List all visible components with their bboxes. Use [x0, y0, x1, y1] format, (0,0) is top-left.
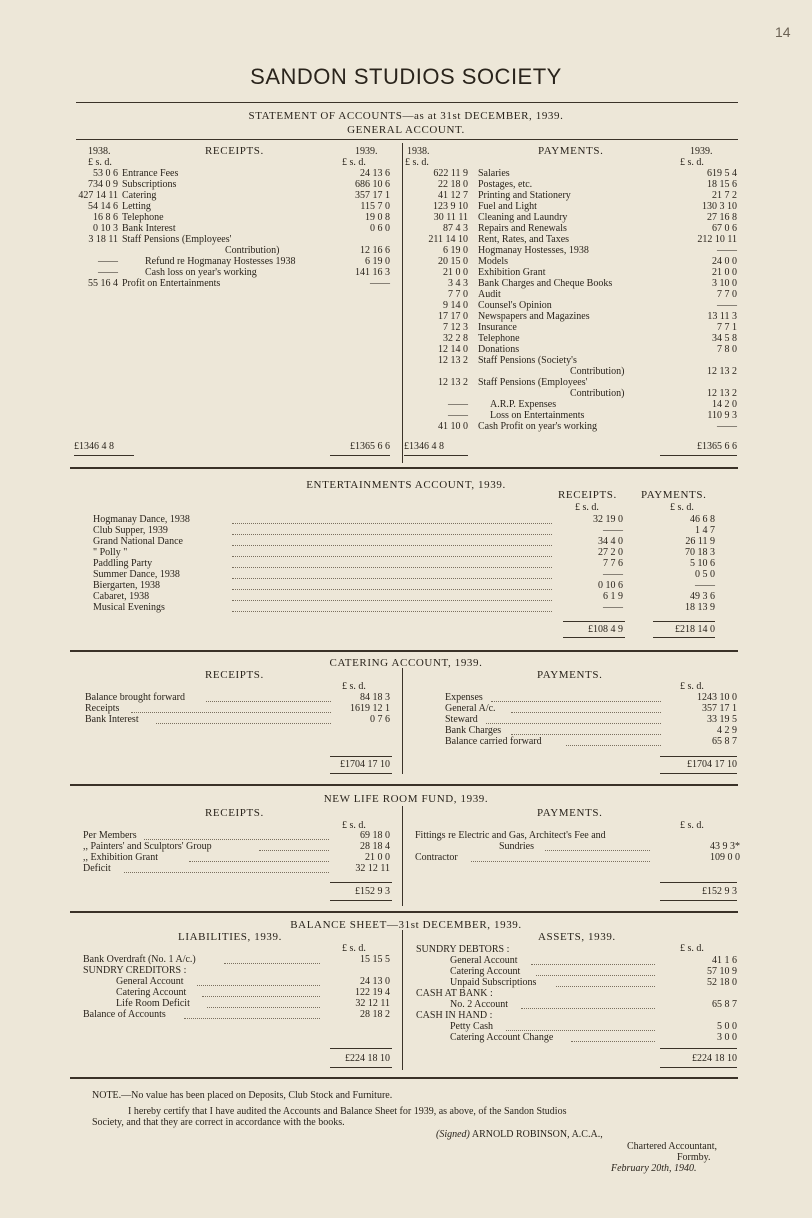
newlife-receipt-item: Deficit [83, 863, 111, 874]
entertainment-item: " Polly " [93, 547, 128, 558]
leader-dots [232, 589, 552, 590]
balance-divider [402, 930, 403, 1070]
payment-amount-1939: 34 5 8 [712, 333, 737, 344]
payments-total-cur: £1365 6 6 [697, 441, 737, 452]
receipt-item: Contribution) [225, 245, 280, 256]
title-rule [76, 102, 738, 103]
balance-heading: BALANCE SHEET—31st DECEMBER, 1939. [290, 919, 522, 931]
catering-payment-item: Bank Charges [445, 725, 502, 736]
ent-receipts-heading: RECEIPTS. [558, 489, 617, 501]
payment-item: Models [478, 256, 508, 267]
receipt-amount-1939: 19 0 8 [365, 212, 390, 223]
catering-receipt-item: Balance brought forward [85, 692, 185, 703]
payment-amount-1938: 12 13 2 [438, 377, 468, 388]
newlife-payment-amount: 43 9 3* [710, 841, 740, 852]
leader-dots [531, 964, 655, 965]
receipt-item: Bank Interest [122, 223, 176, 234]
leader-dots [232, 567, 552, 568]
nl-total-rec: £152 9 3 [355, 886, 390, 897]
catering-payment-item: General A/c. [445, 703, 496, 714]
payment-amount-1939: 21 0 0 [712, 267, 737, 278]
payment-item: Rent, Rates, and Taxes [478, 234, 570, 245]
receipt-item: Refund re Hogmanay Hostesses 1938 [145, 256, 296, 267]
payments-lsd-cur: £ s. d. [680, 157, 704, 168]
entertainment-item: Summer Dance, 1938 [93, 569, 180, 580]
payment-amount-1938: 123 9 10 [433, 201, 468, 212]
cat-lsd-pay: £ s. d. [680, 681, 704, 692]
entertainment-receipt: 7 7 6 [603, 558, 623, 569]
receipts-heading: RECEIPTS. [205, 145, 264, 157]
payment-amount-1939: 67 0 6 [712, 223, 737, 234]
receipt-item: Catering [122, 190, 157, 201]
entertainment-payment: —— [695, 580, 715, 591]
cat-lsd-rec: £ s. d. [342, 681, 366, 692]
payment-amount-1939: 21 7 2 [712, 190, 737, 201]
receipt-amount-1939: 357 17 1 [355, 190, 390, 201]
asset-amount: 41 1 6 [712, 955, 737, 966]
payment-amount-1938: 30 11 11 [433, 212, 468, 223]
payment-item: Loss on Entertainments [490, 410, 585, 421]
liability-item: Bank Overdraft (No. 1 A/c.) [83, 954, 196, 965]
entertainment-item: Biergarten, 1938 [93, 580, 161, 591]
catering-bottom-rule [70, 784, 738, 786]
payment-amount-1938: 87 4 3 [443, 223, 468, 234]
leader-dots [224, 963, 320, 964]
certify-line-2: Society, and that they are correct in accordance with the books. [92, 1117, 345, 1128]
payment-item: Contribution) [570, 366, 625, 377]
payment-amount-1939: —— [717, 245, 737, 256]
receipt-amount-1939: 24 13 6 [360, 168, 390, 179]
general-account-heading: GENERAL ACCOUNT. [347, 124, 465, 136]
catering-receipt-amount: 1619 12 1 [350, 703, 390, 714]
asset-item: General Account [450, 955, 518, 966]
payment-amount-1939: 3 10 0 [712, 278, 737, 289]
society-title: SANDON STUDIOS SOCIETY [250, 64, 562, 89]
payment-amount-1938: 9 14 0 [443, 300, 468, 311]
receipts-total-cur: £1365 6 6 [350, 441, 390, 452]
payment-amount-1939: 12 13 2 [707, 388, 737, 399]
bs-total-liab: £224 18 10 [345, 1053, 390, 1064]
catering-payment-item: Expenses [445, 692, 483, 703]
nl-lsd-rec: £ s. d. [342, 820, 366, 831]
receipt-item: Staff Pensions (Employees' [122, 234, 232, 245]
asset-item: Catering Account [450, 966, 521, 977]
ent-total-rec: £108 4 9 [588, 624, 623, 635]
newlife-payment-item: Sundries [499, 841, 534, 852]
payment-amount-1938: 211 14 10 [428, 234, 468, 245]
liability-item: Life Room Deficit [116, 998, 190, 1009]
entertainment-receipt: —— [603, 525, 623, 536]
liability-item: General Account [116, 976, 184, 987]
payment-amount-1939: 130 3 10 [702, 201, 737, 212]
payment-amount-1938: 20 15 0 [438, 256, 468, 267]
entertainment-item: Grand National Dance [93, 536, 183, 547]
catering-receipt-amount: 84 18 3 [360, 692, 390, 703]
cat-receipts-heading: RECEIPTS. [205, 669, 264, 681]
entertainment-receipt: —— [603, 602, 623, 613]
payment-item: Newspapers and Magazines [478, 311, 590, 322]
payment-amount-1938: 3 4 3 [448, 278, 468, 289]
signature-line [436, 1129, 603, 1140]
receipt-item: Profit on Entertainments [122, 278, 221, 289]
receipts-lsd-cur: £ s. d. [342, 157, 366, 168]
leader-dots [232, 545, 552, 546]
payment-amount-1938: 622 11 9 [433, 168, 468, 179]
receipt-amount-1939: 115 7 0 [360, 201, 390, 212]
payments-heading: PAYMENTS. [538, 145, 604, 157]
asset-item: Catering Account Change [450, 1032, 554, 1043]
payment-item: Audit [478, 289, 501, 300]
payment-item: Staff Pensions (Society's [478, 355, 577, 366]
catering-payment-amount: 33 19 5 [707, 714, 737, 725]
catering-divider [402, 668, 403, 774]
catering-payment-amount: 4 2 9 [717, 725, 737, 736]
payment-amount-1938: 21 0 0 [443, 267, 468, 278]
receipts-lsd-prev: £ s. d. [88, 157, 112, 168]
leader-dots [511, 712, 661, 713]
payment-item: Postages, etc. [478, 179, 533, 190]
receipt-item: Telephone [122, 212, 164, 223]
assets-heading: ASSETS, 1939. [538, 931, 616, 943]
catering-payment-item: Steward [445, 714, 478, 725]
newlife-receipt-item: ,, Painters' and Sculptors' Group [83, 841, 212, 852]
signature-place: Formby. [677, 1152, 711, 1163]
payment-item: Printing and Stationery [478, 190, 571, 201]
leader-dots [232, 556, 552, 557]
liability-amount: 28 18 2 [360, 1009, 390, 1020]
bs-total-assets: £224 18 10 [692, 1053, 737, 1064]
payment-amount-1939: —— [717, 300, 737, 311]
entertainment-item: Cabaret, 1938 [93, 591, 150, 602]
entertainment-payment: 46 6 8 [690, 514, 715, 525]
receipt-amount-1938: 427 14 11 [78, 190, 118, 201]
receipt-item: Subscriptions [122, 179, 177, 190]
payment-amount-1938: 22 18 0 [438, 179, 468, 190]
payment-amount-1939: 7 8 0 [717, 344, 737, 355]
receipt-amount-1939: —— [370, 278, 390, 289]
payments-year-prev: 1938. [407, 146, 430, 157]
entertainment-payment: 1 4 7 [695, 525, 715, 536]
catering-payment-item: Balance carried forward [445, 736, 542, 747]
entertainment-receipt: 27 2 0 [598, 547, 623, 558]
entertainment-item: Club Supper, 1939 [93, 525, 168, 536]
asset-item: CASH AT BANK : [416, 988, 493, 999]
entertainment-receipt: 6 1 9 [603, 591, 623, 602]
payments-lsd-prev: £ s. d. [405, 157, 429, 168]
signed-label: (Signed) [436, 1129, 470, 1140]
catering-receipt-amount: 0 7 6 [370, 714, 390, 725]
payment-item: Staff Pensions (Employees' [478, 377, 588, 388]
newlife-receipt-amount: 69 18 0 [360, 830, 390, 841]
payment-amount-1938: 17 17 0 [438, 311, 468, 322]
payment-item: Cash Profit on year's working [478, 421, 598, 432]
payment-item: Repairs and Renewals [478, 223, 567, 234]
liability-item: Catering Account [116, 987, 187, 998]
asset-item: Petty Cash [450, 1021, 494, 1032]
payments-total-prev: £1346 4 8 [404, 441, 444, 452]
newlife-receipt-amount: 32 12 11 [355, 863, 390, 874]
receipt-amount-1938: 0 10 3 [93, 223, 118, 234]
entertainment-payment: 0 5 0 [695, 569, 715, 580]
payment-item: A.R.P. Expenses [490, 399, 557, 410]
liability-item: SUNDRY CREDITORS : [83, 965, 187, 976]
leader-dots [571, 1041, 655, 1042]
payment-amount-1939: 110 9 3 [707, 410, 737, 421]
payment-item: Fuel and Light [478, 201, 537, 212]
leader-dots [232, 600, 552, 601]
certify-line-1: I hereby certify that I have audited the Accounts and Balance Sheet for 1939, as above, of the Sandon Studios [128, 1106, 567, 1117]
newlife-heading: NEW LIFE ROOM FUND, 1939. [323, 793, 489, 805]
ent-lsd-pay: £ s. d. [670, 502, 694, 513]
receipt-amount-1939: 12 16 6 [360, 245, 390, 256]
payment-amount-1939: 24 0 0 [712, 256, 737, 267]
payment-amount-1939: 27 16 8 [707, 212, 737, 223]
payment-item: Counsel's Opinion [478, 300, 552, 311]
receipt-item: Cash loss on year's working [145, 267, 257, 278]
receipt-amount-1939: 6 19 0 [365, 256, 390, 267]
receipts-total-prev: £1346 4 8 [74, 441, 114, 452]
entertainment-payment: 18 13 9 [685, 602, 715, 613]
receipt-amount-1939: 0 6 0 [370, 223, 390, 234]
payment-amount-1938: 32 2 8 [443, 333, 468, 344]
catering-payment-amount: 357 17 1 [702, 703, 737, 714]
payment-amount-1938: —— [448, 399, 468, 410]
leader-dots [521, 1008, 655, 1009]
payment-amount-1938: 7 12 3 [443, 322, 468, 333]
payment-amount-1939: 18 15 6 [707, 179, 737, 190]
newlife-receipt-item: ,, Exhibition Grant [83, 852, 158, 863]
receipt-amount-1938: 55 16 4 [88, 278, 118, 289]
nl-total-pay: £152 9 3 [702, 886, 737, 897]
balance-bottom-rule [70, 1077, 738, 1079]
receipt-amount-1938: 16 8 6 [93, 212, 118, 223]
leader-dots [486, 723, 661, 724]
receipt-amount-1938: —— [98, 256, 118, 267]
liability-amount: 122 19 4 [355, 987, 390, 998]
entertainment-item: Musical Evenings [93, 602, 165, 613]
receipt-item: Entrance Fees [122, 168, 179, 179]
leader-dots [536, 975, 655, 976]
leader-dots [506, 1030, 655, 1031]
bs-lsd-liab: £ s. d. [342, 943, 366, 954]
leader-dots [491, 701, 661, 702]
leader-dots [471, 861, 650, 862]
signature-date: February 20th, 1940. [611, 1163, 697, 1174]
receipt-item: Letting [122, 201, 151, 212]
payment-amount-1938: 7 7 0 [448, 289, 468, 300]
leader-dots [232, 611, 552, 612]
payment-amount-1939: 14 2 0 [712, 399, 737, 410]
bs-lsd-assets: £ s. d. [680, 943, 704, 954]
signed-name: ARNOLD ROBINSON, A.C.A., [471, 1129, 603, 1140]
signature-title: Chartered Accountant, [627, 1141, 717, 1152]
ent-lsd-rec: £ s. d. [575, 502, 599, 513]
asset-amount: 3 0 0 [717, 1032, 737, 1043]
payment-amount-1939: 12 13 2 [707, 366, 737, 377]
payment-item: Salaries [478, 168, 510, 179]
payment-amount-1938: 6 19 0 [443, 245, 468, 256]
payment-amount-1938: —— [448, 410, 468, 421]
payment-item: Insurance [478, 322, 517, 333]
entertainment-item: Paddling Party [93, 558, 153, 569]
entertainment-item: Hogmanay Dance, 1938 [93, 514, 190, 525]
ent-payments-heading: PAYMENTS. [641, 489, 707, 501]
catering-payment-amount: 1243 10 0 [697, 692, 737, 703]
leader-dots [131, 712, 331, 713]
ent-bottom-rule [70, 650, 738, 652]
payment-amount-1939: 13 11 3 [707, 311, 737, 322]
newlife-payment-item: Contractor [415, 852, 458, 863]
payment-amount-1938: 12 13 2 [438, 355, 468, 366]
entertainment-payment: 5 10 6 [690, 558, 715, 569]
leader-dots [124, 872, 329, 873]
receipt-amount-1938: —— [98, 267, 118, 278]
payment-item: Donations [478, 344, 520, 355]
entertainment-receipt: —— [603, 569, 623, 580]
general-divider [402, 143, 403, 463]
cat-total-pay: £1704 17 10 [687, 759, 737, 770]
newlife-receipt-amount: 21 0 0 [365, 852, 390, 863]
leader-dots [232, 534, 552, 535]
payment-amount-1938: 41 12 7 [438, 190, 468, 201]
entertainments-heading: ENTERTAINMENTS ACCOUNT, 1939. [306, 479, 506, 491]
leader-dots [566, 745, 661, 746]
newlife-divider [402, 806, 403, 906]
receipts-year-prev: 1938. [88, 146, 111, 157]
leader-dots [232, 578, 552, 579]
asset-item: Unpaid Subscriptions [450, 977, 537, 988]
catering-receipt-item: Receipts [85, 703, 120, 714]
payment-item: Telephone [478, 333, 520, 344]
leader-dots [556, 986, 655, 987]
newlife-payment-amount: 109 0 0 [710, 852, 740, 863]
leader-dots [511, 734, 661, 735]
catering-receipt-item: Bank Interest [85, 714, 139, 725]
general-top-rule [76, 139, 738, 140]
nl-payments-heading: PAYMENTS. [537, 807, 603, 819]
receipt-amount-1938: 54 14 6 [88, 201, 118, 212]
payment-item: Bank Charges and Cheque Books [478, 278, 613, 289]
newlife-bottom-rule [70, 911, 738, 913]
entertainment-payment: 70 18 3 [685, 547, 715, 558]
entertainment-receipt: 0 10 6 [598, 580, 623, 591]
asset-amount: 5 0 0 [717, 1021, 737, 1032]
page-number: 14 [775, 24, 791, 40]
payment-item: Hogmanay Hostesses, 1938 [478, 245, 589, 256]
leader-dots [545, 850, 650, 851]
leader-dots [207, 1007, 320, 1008]
asset-amount: 57 10 9 [707, 966, 737, 977]
asset-item: CASH IN HAND : [416, 1010, 493, 1021]
entertainment-receipt: 34 4 0 [598, 536, 623, 547]
entertainment-payment: 26 11 9 [685, 536, 715, 547]
leader-dots [197, 985, 320, 986]
note-text: NOTE.—No value has been placed on Deposits, Club Stock and Furniture. [92, 1090, 393, 1101]
receipt-amount-1939: 141 16 3 [355, 267, 390, 278]
entertainment-payment: 49 3 6 [690, 591, 715, 602]
asset-amount: 65 8 7 [712, 999, 737, 1010]
nl-receipts-heading: RECEIPTS. [205, 807, 264, 819]
receipt-amount-1938: 3 18 11 [88, 234, 118, 245]
payment-item: Contribution) [570, 388, 625, 399]
liability-amount: 15 15 5 [360, 954, 390, 965]
liabilities-heading: LIABILITIES, 1939. [178, 931, 282, 943]
nl-lsd-pay: £ s. d. [680, 820, 704, 831]
receipt-amount-1939: 686 10 6 [355, 179, 390, 190]
asset-amount: 52 18 0 [707, 977, 737, 988]
leader-dots [259, 850, 329, 851]
payment-item: Exhibition Grant [478, 267, 546, 278]
general-bottom-rule [70, 467, 738, 469]
leader-dots [202, 996, 320, 997]
newlife-receipt-amount: 28 18 4 [360, 841, 390, 852]
receipt-amount-1938: 53 0 6 [93, 168, 118, 179]
statement-heading: STATEMENT OF ACCOUNTS—as at 31st DECEMBER, 1939. [248, 110, 564, 122]
ent-total-pay: £218 14 0 [675, 624, 715, 635]
payment-amount-1939: 7 7 1 [717, 322, 737, 333]
newlife-payment-item: Fittings re Electric and Gas, Architect's Fee and [415, 830, 606, 841]
payment-amount-1938: 12 14 0 [438, 344, 468, 355]
catering-payment-amount: 65 8 7 [712, 736, 737, 747]
leader-dots [206, 701, 331, 702]
asset-item: No. 2 Account [450, 999, 509, 1010]
leader-dots [156, 723, 331, 724]
leader-dots [189, 861, 329, 862]
leader-dots [232, 523, 552, 524]
liability-amount: 24 13 0 [360, 976, 390, 987]
leader-dots [144, 839, 329, 840]
payment-amount-1938: 41 10 0 [438, 421, 468, 432]
entertainment-receipt: 32 19 0 [593, 514, 623, 525]
payment-amount-1939: 212 10 11 [697, 234, 737, 245]
liability-item: Balance of Accounts [83, 1009, 166, 1020]
payment-amount-1939: 619 5 4 [707, 168, 737, 179]
payment-amount-1939: 7 7 0 [717, 289, 737, 300]
payments-year-cur: 1939. [690, 146, 713, 157]
payment-item: Cleaning and Laundry [478, 212, 568, 223]
liability-amount: 32 12 11 [355, 998, 390, 1009]
receipts-year-cur: 1939. [355, 146, 378, 157]
cat-total-rec: £1704 17 10 [340, 759, 390, 770]
catering-heading: CATERING ACCOUNT, 1939. [329, 657, 483, 669]
payment-amount-1939: —— [717, 421, 737, 432]
leader-dots [184, 1018, 320, 1019]
newlife-receipt-item: Per Members [83, 830, 137, 841]
receipt-amount-1938: 734 0 9 [88, 179, 118, 190]
asset-item: SUNDRY DEBTORS : [416, 944, 510, 955]
cat-payments-heading: PAYMENTS. [537, 669, 603, 681]
